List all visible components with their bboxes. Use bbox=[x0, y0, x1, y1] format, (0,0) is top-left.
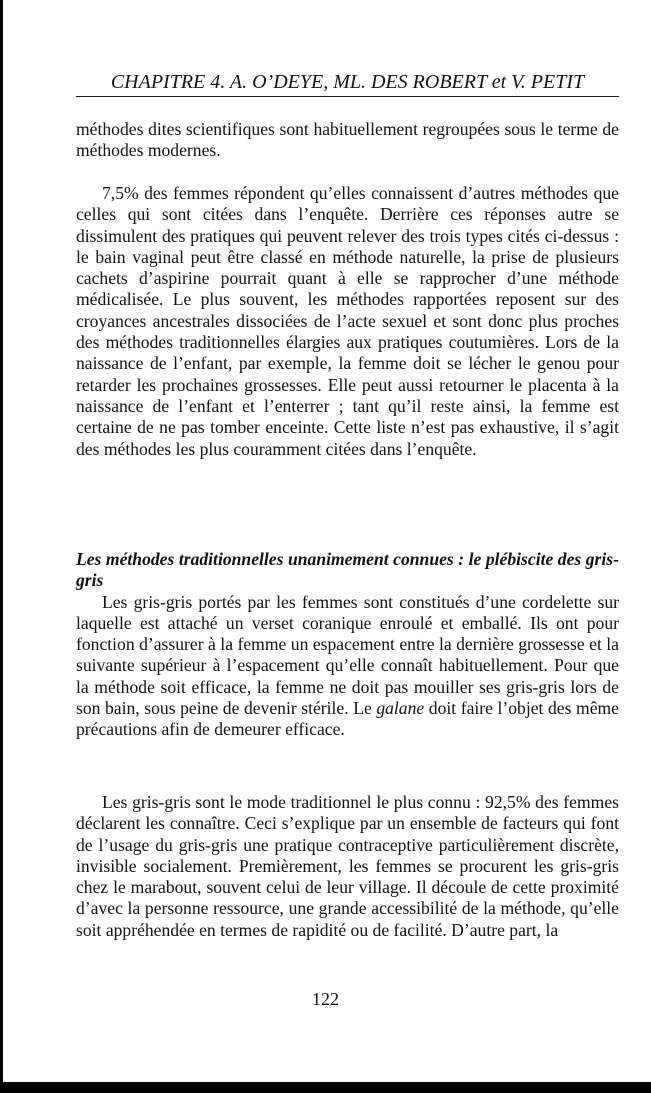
running-header: CHAPITRE 4. A. O’DEYE, ML. DES ROBERT et V. PETIT bbox=[110, 71, 585, 93]
paragraph-1: méthodes dites scientifiques sont habituellement regroupées sous le terme de méthodes modernes. bbox=[76, 119, 619, 161]
paragraph-other-methods bbox=[76, 183, 619, 460]
paragraph-2: 7,5% des femmes répondent qu’elles connaissent d’autres méthodes que celles qui sont citées dans l’enquête. Derrière ces réponses autre se dissimulent des pratiques qui peuvent relever des trois types cités ci-dessus : le bain vaginal peut être classé en méthode naturelle, la prise de plusieurs cachets d’aspirine pourrait quant à elle se rapprocher d’une méthode médicalisée. Le plus souvent, les méthodes rapportées reposent sur des croyances ancestrales dissociées de l’acte sexuel et sont donc plus proches des méthodes traditionnelles élargies aux pratiques coutumières. Lors de la naissance de l’enfant, par exemple, la femme doit se lécher le genou pour retarder les prochaines grossesses. Elle peut aussi retourner le placenta à la naissance de l’enfant et l’enterrer ; tant qu’il reste ainsi, la femme est certaine de ne pas tomber enceinte. Cette liste n’est pas exhaustive, il s’agit des méthodes les plus couramment citées dans l’enquête. bbox=[76, 183, 619, 459]
scan-edge-left bbox=[0, 0, 3, 1093]
paragraph-3-part-2: doit faire l’objet des même précautions afin de demeurer efficace. bbox=[76, 698, 619, 740]
galane-term: galane bbox=[376, 698, 425, 719]
header-rule bbox=[76, 96, 619, 97]
paragraph-3-part-1: Les gris-gris portés par les femmes sont constitués d’une cordelette sur laquelle est attaché un verset coranique enroulé et emballé. Ils ont pour fonction d’assurer à la femme un espacement entre la dernière grossesse et la suivante supérieur à l’espacement qu’elle connaît habituellement. Pour que la méthode soit efficace, la femme ne doit pas mouiller ses gris-gris lors de son bain, sous peine de devenir stérile. Le bbox=[76, 591, 619, 719]
section-heading: Les méthodes traditionnelles unanimement connues : le plébiscite des gris-gris bbox=[76, 549, 619, 591]
page-number: 122 bbox=[312, 989, 339, 1009]
scan-edge-bottom bbox=[0, 1082, 651, 1093]
section-gris-gris bbox=[76, 549, 619, 741]
paragraph-4: Les gris-gris sont le mode traditionnel le plus connu : 92,5% des femmes déclarent les connaître. Ceci s’explique par un ensemble de facteurs qui font de l’usage du gris-gris une pratique contraceptive particulièrement discrète, invisible socialement. Premièrement, les femmes se procurent les gris-gris chez le marabout, souvent celui de leur village. Il découle de cette proximité d’avec la personne ressource, une grande accessibilité de la méthode, qu’elle soit appréhendée en termes de rapidité ou de facilité. D’autre part, la bbox=[76, 792, 619, 940]
paragraph-continuation bbox=[76, 119, 619, 162]
paragraph-gris-gris-known bbox=[76, 792, 619, 941]
paragraph-3 bbox=[76, 592, 619, 741]
